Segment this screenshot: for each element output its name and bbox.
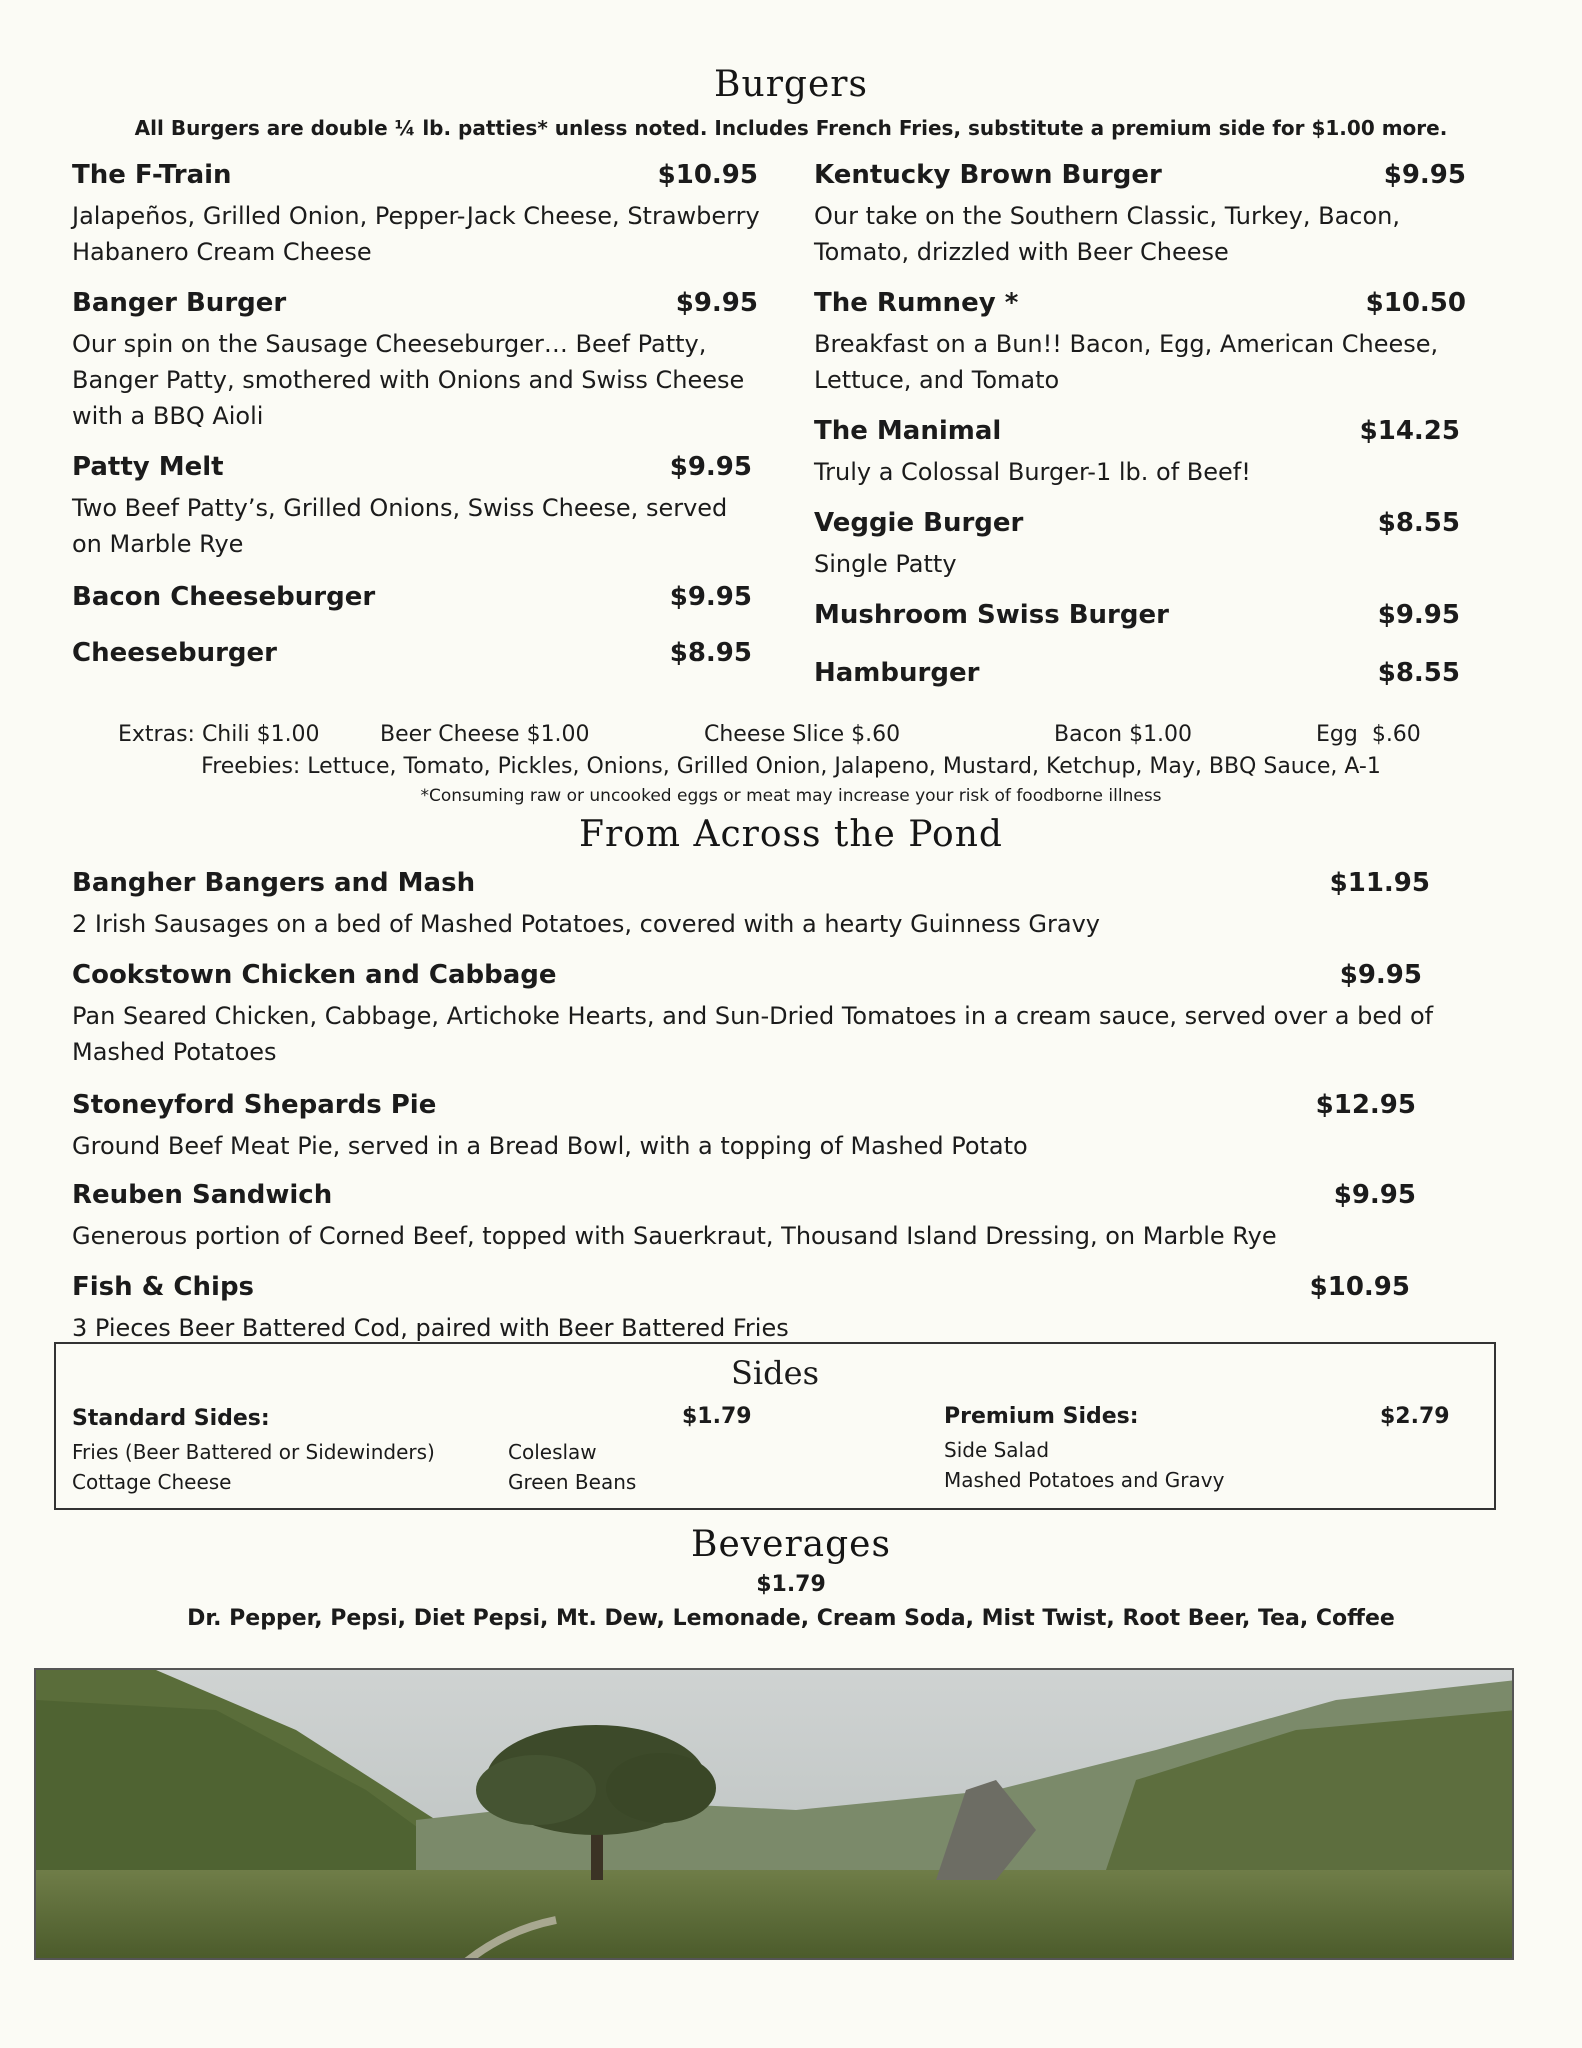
item-name: Cheeseburger: [72, 638, 277, 668]
foreground-grass: [36, 1870, 1514, 1960]
side-item: Cottage Cheese: [72, 1470, 232, 1494]
beverages-list: Dr. Pepper, Pepsi, Diet Pepsi, Mt. Dew, Lemonade, Cream Soda, Mist Twist, Root Beer, Tea, Coffee: [187, 1606, 1395, 1631]
item-name: Mushroom Swiss Burger: [814, 600, 1169, 630]
extras-cheese-slice: Cheese Slice $.60: [704, 722, 901, 747]
item-description: 2 Irish Sausages on a bed of Mashed Potatoes, covered with a hearty Guinness Gravy: [72, 910, 1101, 938]
item-description: Generous portion of Corned Beef, topped with Sauerkraut, Thousand Island Dressing, on Marble Rye: [72, 1222, 1277, 1250]
item-name: Patty Melt: [72, 452, 224, 482]
item-name: Banger Burger: [72, 288, 287, 318]
item-price: $9.95: [1333, 1180, 1416, 1210]
freebies-line: Freebies: Lettuce, Tomato, Pickles, Onions, Grilled Onion, Jalapeno, Mustard, Ketchup, May, BBQ Sauce, A-1: [201, 754, 1381, 779]
item-price: $10.95: [1309, 1272, 1410, 1302]
side-item: Green Beans: [508, 1470, 637, 1494]
burgers-title: Burgers: [714, 64, 868, 105]
item-name: Kentucky Brown Burger: [814, 160, 1162, 190]
item-description: Two Beef Patty’s, Grilled Onions, Swiss Cheese, served on Marble Rye: [72, 494, 728, 558]
standard-sides-label: Standard Sides:: [72, 1406, 270, 1431]
burgers-subtitle: All Burgers are double ¼ lb. patties* unless noted. Includes French Fries, substitute a premium side for $1.00 more.: [134, 116, 1448, 140]
item-description: Our spin on the Sausage Cheeseburger… Beef Patty, Banger Patty, smothered with Onions and Swiss Cheese with a BBQ Aioli: [72, 330, 745, 430]
standard-sides-price: $1.79: [682, 1404, 752, 1429]
item-price: $10.50: [1365, 288, 1466, 318]
item-name: Cookstown Chicken and Cabbage: [72, 960, 557, 990]
item-name: Reuben Sandwich: [72, 1180, 333, 1210]
item-description: Jalapeños, Grilled Onion, Pepper-Jack Cheese, Strawberry Habanero Cream Cheese: [72, 202, 760, 266]
item-name: The Manimal: [814, 416, 1002, 446]
item-description: 3 Pieces Beer Battered Cod, paired with Beer Battered Fries: [72, 1314, 789, 1342]
item-name: Stoneyford Shepards Pie: [72, 1090, 437, 1120]
side-item: Fries (Beer Battered or Sidewinders): [72, 1440, 435, 1464]
extras-chili: Extras: Chili $1.00: [118, 722, 320, 747]
item-price: $9.95: [669, 452, 752, 482]
item-price: $8.55: [1377, 508, 1460, 538]
item-price: $11.95: [1329, 868, 1430, 898]
sides-title: Sides: [731, 1354, 819, 1392]
item-price: $12.95: [1315, 1090, 1416, 1120]
landscape-illustration: [36, 1670, 1514, 1960]
sides-box: [54, 1342, 1496, 1510]
extras-bacon: Bacon $1.00: [1054, 722, 1193, 747]
item-price: $8.95: [669, 638, 752, 668]
premium-sides-label: Premium Sides:: [944, 1404, 1139, 1429]
item-price: $9.95: [675, 288, 758, 318]
item-description: Single Patty: [814, 550, 957, 578]
item-name: Bangher Bangers and Mash: [72, 868, 476, 898]
item-price: $8.55: [1377, 658, 1460, 688]
item-name: The F-Train: [72, 160, 232, 190]
extras-egg: Egg $.60: [1316, 722, 1421, 747]
side-item: Coleslaw: [508, 1440, 597, 1464]
item-price: $9.95: [1339, 960, 1422, 990]
beverages-title: Beverages: [691, 1524, 891, 1565]
side-item: Mashed Potatoes and Gravy: [944, 1468, 1225, 1492]
irish-landscape-image: [34, 1668, 1514, 1960]
beverages-price: $1.79: [756, 1572, 826, 1597]
item-description: Ground Beef Meat Pie, served in a Bread Bowl, with a topping of Mashed Potato: [72, 1132, 1028, 1160]
pond-title: From Across the Pond: [579, 814, 1003, 855]
item-name: Fish & Chips: [72, 1272, 255, 1302]
item-name: The Rumney *: [814, 288, 1019, 318]
item-price: $9.95: [1383, 160, 1466, 190]
item-description: Our take on the Southern Classic, Turkey, Bacon, Tomato, drizzled with Beer Cheese: [814, 202, 1401, 266]
item-price: $9.95: [669, 582, 752, 612]
item-name: Veggie Burger: [814, 508, 1024, 538]
tree-canopy-right: [606, 1753, 716, 1823]
item-description: Pan Seared Chicken, Cabbage, Artichoke Hearts, and Sun-Dried Tomatoes in a cream sauce, served over a bed of Mashed Potatoes: [72, 1002, 1434, 1066]
tree-canopy-left: [476, 1755, 596, 1825]
item-price: $14.25: [1359, 416, 1460, 446]
health-warning: *Consuming raw or uncooked eggs or meat may increase your risk of foodborne illness: [420, 786, 1162, 806]
premium-sides-price: $2.79: [1380, 1404, 1450, 1429]
item-name: Hamburger: [814, 658, 980, 688]
item-price: $9.95: [1377, 600, 1460, 630]
item-name: Bacon Cheeseburger: [72, 582, 376, 612]
side-item: Side Salad: [944, 1438, 1050, 1462]
item-description: Breakfast on a Bun!! Bacon, Egg, American Cheese, Lettuce, and Tomato: [814, 330, 1439, 394]
item-price: $10.95: [657, 160, 758, 190]
extras-beer-cheese: Beer Cheese $1.00: [380, 722, 590, 747]
item-description: Truly a Colossal Burger-1 lb. of Beef!: [814, 458, 1251, 486]
